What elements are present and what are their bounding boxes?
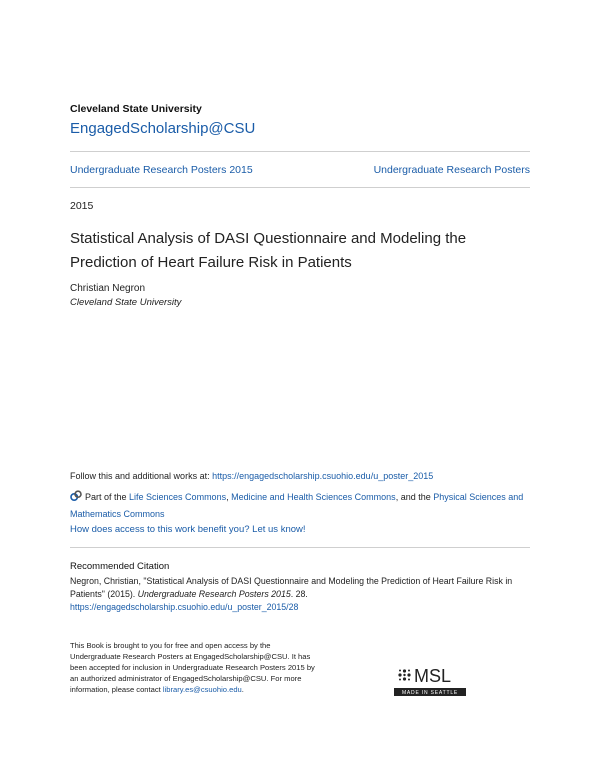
physical-sciences-commons-link[interactable]: Physical Sciences and Mathematics Commons	[70, 492, 524, 519]
notice-text: This Book is brought to you for free and open access by the Undergraduate Research Posters at EngagedScholarship@CSU. It has been accepted for inclusion in Undergraduate Research Posters 2015 by an authorized administrator of EngagedScholarship@CSU. For more information, please contact	[70, 641, 315, 694]
citation-body	[70, 575, 532, 614]
citation-series: Undergraduate Research Posters 2015	[137, 589, 291, 599]
author-affiliation: Cleveland State University	[70, 297, 182, 308]
divider-bottom	[70, 547, 530, 548]
citation-url-link[interactable]: https://engagedscholarship.csuohio.edu/u_poster_2015/28	[70, 602, 299, 612]
contact-email-link[interactable]: library.es@csuohio.edu	[162, 685, 242, 694]
author-name: Christian Negron	[70, 283, 146, 294]
notice-end: .	[241, 685, 244, 694]
university-name: Cleveland State University	[70, 103, 202, 115]
repository-link[interactable]: EngagedScholarship@CSU	[70, 120, 256, 137]
divider-middle	[70, 187, 530, 188]
benefit-feedback-link[interactable]: How does access to this work benefit you? Let us know!	[70, 524, 306, 535]
part-of-line	[70, 489, 530, 523]
medicine-health-commons-link[interactable]: Medicine and Health Sciences Commons	[231, 492, 396, 502]
part-of-sep2: , and the	[395, 492, 434, 502]
msl-logo-text: MSL	[414, 666, 452, 686]
commons-icon	[70, 490, 82, 502]
citation-text: Negron, Christian, "Statistical Analysis of DASI Questionnaire and Modeling the Prediction of Heart Failure Risk in Patients" (2015).	[70, 576, 513, 599]
part-of-prefix: Part of the	[85, 492, 130, 502]
collection-link-all[interactable]: Undergraduate Research Posters	[373, 164, 530, 176]
msl-logo-subtext: MADE IN SEATTLE	[401, 690, 459, 697]
follow-link[interactable]: https://engagedscholarship.csuohio.edu/u_poster_2015	[212, 471, 434, 481]
msl-logo-mark	[398, 669, 410, 680]
follow-line	[70, 471, 433, 481]
citation-heading: Recommended Citation	[70, 561, 170, 572]
publication-year: 2015	[70, 200, 94, 212]
citation-number: . 28.	[290, 589, 308, 599]
part-of-sep1: ,	[226, 492, 232, 502]
msl-logo	[394, 664, 466, 698]
follow-prefix: Follow this and additional works at:	[70, 471, 213, 481]
document-title: Statistical Analysis of DASI Questionnaire and Modeling the Prediction of Heart Failure Risk in Patients	[70, 230, 467, 271]
life-sciences-commons-link[interactable]: Life Sciences Commons	[129, 492, 227, 502]
access-notice	[70, 640, 320, 695]
divider-top	[70, 151, 530, 152]
collection-link-2015[interactable]: Undergraduate Research Posters 2015	[70, 164, 253, 176]
